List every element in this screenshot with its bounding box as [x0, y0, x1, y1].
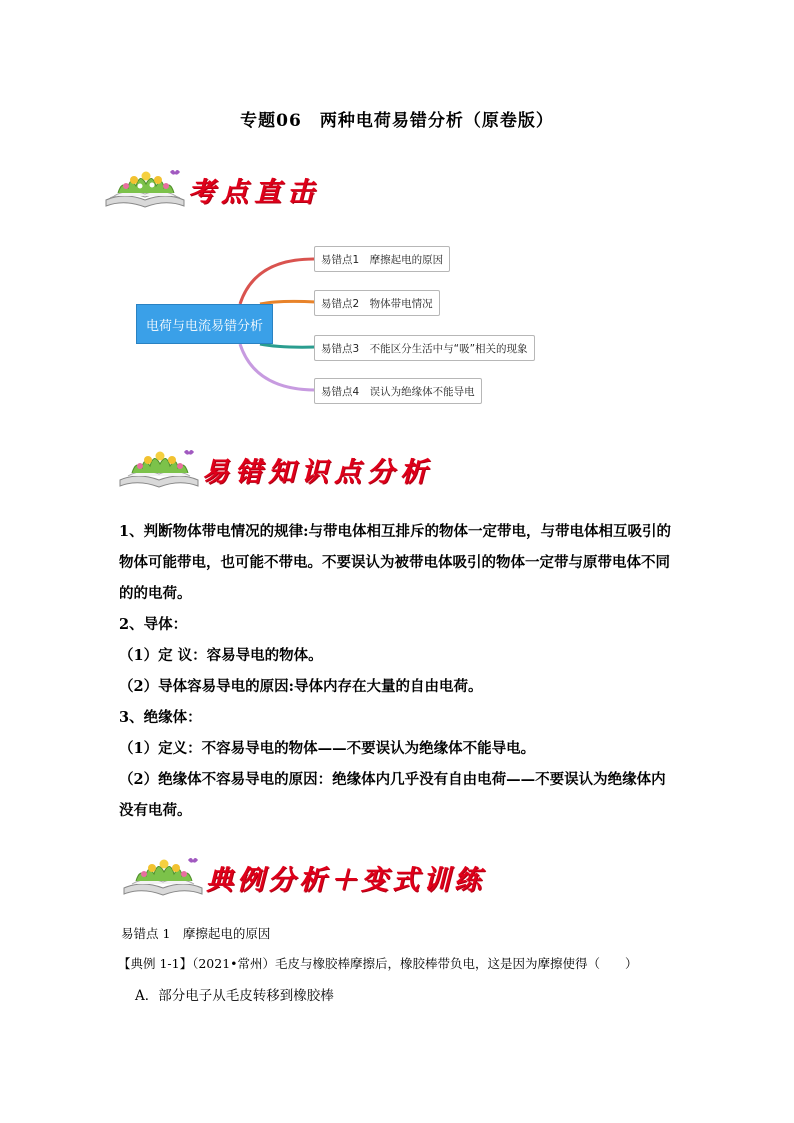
mind-map: [130, 238, 570, 408]
knowledge-paragraph: 2、导体：: [119, 616, 188, 633]
flower-book-icon: [118, 446, 200, 490]
knowledge-paragraph: （2）绝缘体不容易导电的原因：绝缘体内几乎没有自由电荷——不要误认为绝缘体内没有电荷。: [119, 771, 666, 819]
knowledge-body: [119, 516, 679, 826]
mind-map-branch-3: 易错点3 不能区分生活中与“吸”相关的现象: [314, 335, 535, 361]
knowledge-paragraph: 1、判断物体带电情况的规律:与带电体相互排斥的物体一定带电，与带电体相互吸引的物体可能带电，也可能不带电。不要误认为被带电体吸引的物体一定带与原带电体不同的的电荷。: [119, 523, 671, 602]
document-title: 专题06 两种电荷易错分析（原卷版）: [240, 111, 554, 131]
flower-book-icon: [104, 166, 186, 210]
example-heading: 易错点 1 摩擦起电的原因: [121, 926, 271, 941]
knowledge-paragraph: （1）定 议：容易导电的物体。: [119, 647, 323, 664]
mind-map-branch-2: 易错点2 物体带电情况: [314, 290, 440, 316]
example-question: 【典例 1-1】（2021•常州）毛皮与橡胶棒摩擦后，橡胶棒带负电，这是因为摩擦使得（ ）: [118, 956, 638, 971]
mind-map-branch-4: 易错点4 误认为绝缘体不能导电: [314, 378, 482, 404]
section-title-dianli: 典例分析＋变式训练: [206, 865, 485, 896]
knowledge-paragraph: （1）定义：不容易导电的物体——不要误认为绝缘体不能导电。: [119, 740, 536, 757]
knowledge-paragraph: 3、绝缘体：: [119, 709, 202, 726]
flower-book-icon: [122, 854, 204, 898]
mind-map-branch-1: 易错点1 摩擦起电的原因: [314, 246, 450, 272]
mind-map-center-node: 电荷与电流易错分析: [136, 304, 273, 344]
section-title-kaodian: 考点直击: [188, 177, 320, 208]
example-option-a: A．部分电子从毛皮转移到橡胶棒: [135, 988, 334, 1004]
knowledge-paragraph: （2）导体容易导电的原因:导体内存在大量的自由电荷。: [119, 678, 483, 695]
section-title-yicuo: 易错知识点分析: [202, 457, 433, 488]
